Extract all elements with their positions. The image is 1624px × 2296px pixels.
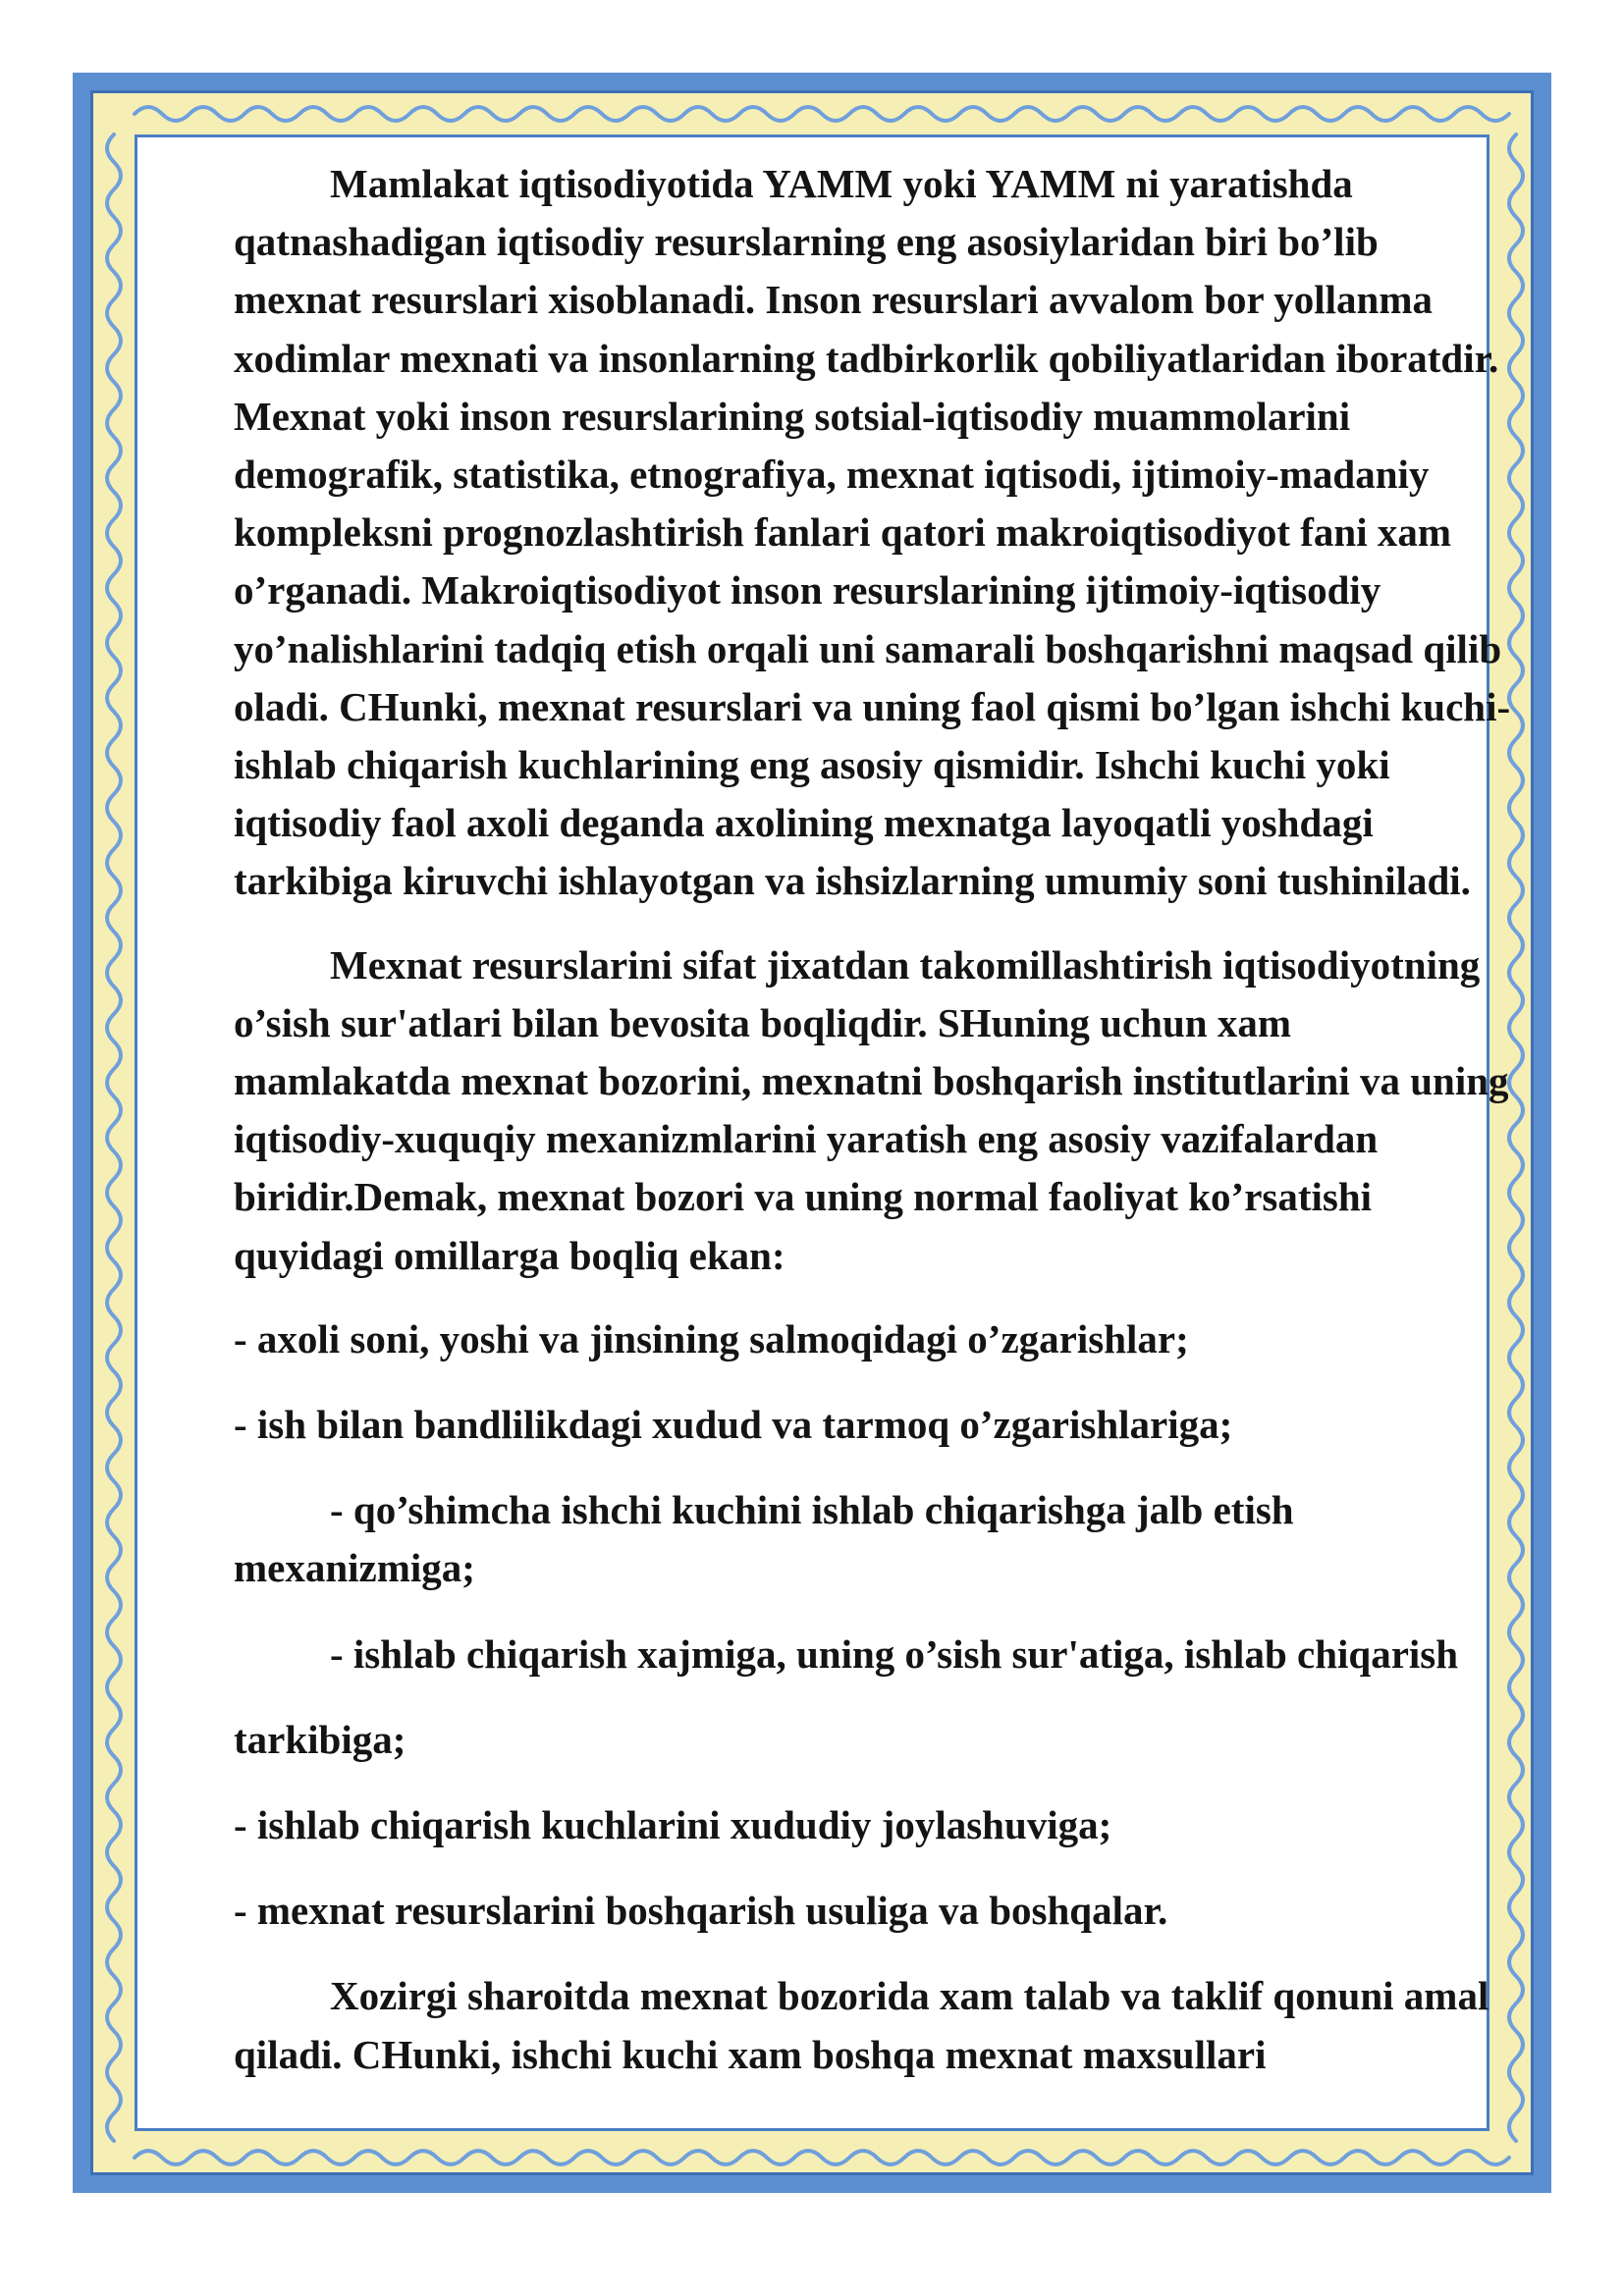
list-item: - axoli soni, yoshi va jinsining salmoqidagi o’zgarishlar; [234,1315,1189,1362]
document-body [234,155,1515,2109]
list-item: - qo’shimcha ishchi kuchini ishlab chiqarishga jalb etish mexanizmiga; [234,1487,1294,1591]
list-item: - ishlab chiqarish kuchlarini xududiy joylashuviga; [234,1802,1112,1848]
list-item: - ish bilan bandlilikdagi xudud va tarmoq o’zgarishlariga; [234,1402,1233,1448]
paragraph-supply-demand: Xozirgi sharoitda mexnat bozorida xam talab va taklif qonuni amal qiladi. CHunki, ishchi kuchi xam boshqa mexnat maxsullari [234,1973,1489,2077]
paragraph-labor-market: Mexnat resurslarini sifat jixatdan takomillashtirish iqtisodiyotning o’sish sur'atlari bilan bevosita boqliqdir. SHuning uchun xam mamlakatda mexnat bozorini, mexnatni boshqarish institutlarini va uning iqtisodiy-xuquqiy mexanizmlarini yaratish eng asosiy vazifalardan biridir.Demak, mexnat bozori va uning normal faoliyat ko’rsatishi quyidagi omillarga boqliq ekan: [234,941,1509,1278]
list-item: - mexnat resurslarini boshqarish usuliga va boshqalar. [234,1888,1168,1934]
list-item-continuation: tarkibiga; [234,1716,406,1762]
paragraph-labor-resources: Mamlakat iqtisodiyotida YAMM yoki YAMM ni yaratishda qatnashadigan iqtisodiy resurslarning eng asosiylaridan biri bo’lib mexnat resurslari xisoblanadi. Inson resurslari avvalom bor yollanma xodimlar mexnati va insonlarning tadbirkorlik qobiliyatlaridan iboratdir. Mexnat yoki inson resurslarining sotsial-iqtisodiy muammolarini demografik, statistika, etnografiya, mexnat iqtisodi, ijtimoiy-madaniy kompleksni prognozlashtirish fanlari qatori makroiqtisodiyot fani xam o’rganadi. Makroiqtisodiyot inson resurslarining ijtimoiy-iqtisodiy yo’nalishlarini tadqiq etish orqali uni samarali boshqarishni maqsad qilib oladi. CHunki, mexnat resurslari va uning faol qismi bo’lgan ishchi kuchi-ishlab chiqarish kuchlarining eng asosiy qismidir. Ishchi kuchi yoki iqtisodiy faol axoli deganda axolining mexnatga layoqatli yoshdagi tarkibiga kiruvchi ishlayotgan va ishsizlarning umumiy soni tushiniladi. [234,161,1511,904]
list-item: - ishlab chiqarish xajmiga, uning o’sish sur'atiga, ishlab chiqarish [330,1630,1459,1677]
